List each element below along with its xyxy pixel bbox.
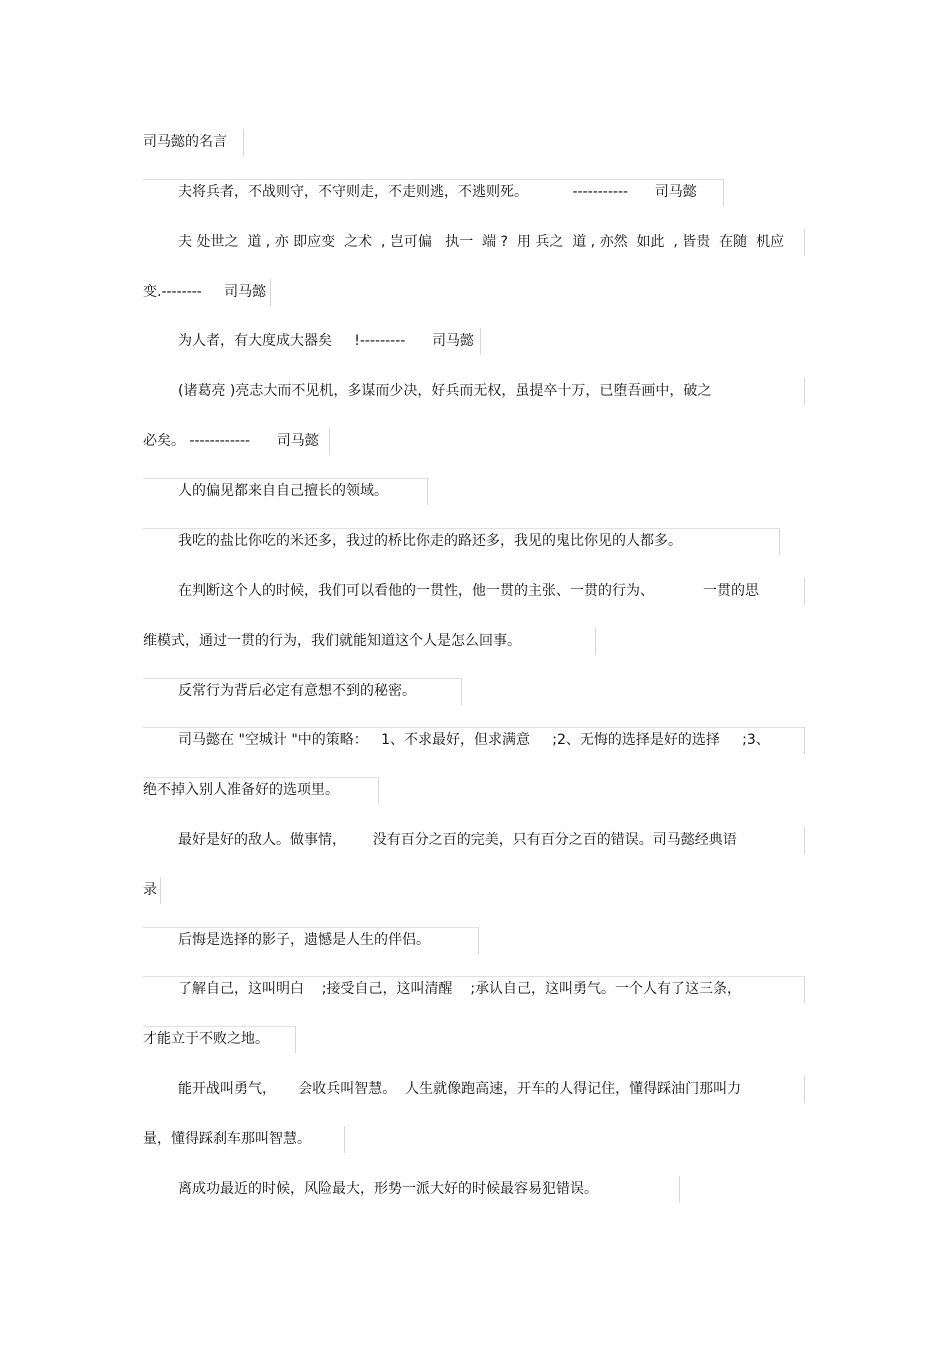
quote-line: 在判断这个人的时候，我们可以看他的一贯性，他一贯的主张、一贯的行为、 一贯的思 (178, 583, 759, 599)
table-rule (143, 179, 723, 180)
quote-line: 夫将兵者，不战则守，不守则走，不走则逃，不逃则死。 ----------- 司马懿 (178, 184, 697, 200)
quote-line: 绝不掉入别人准备好的选项里。 (143, 782, 339, 798)
table-rule (143, 678, 461, 679)
quote-line: 为人者，有大度成大器矣 !--------- 司马懿 (178, 333, 475, 349)
quote-line: 必矣。 ------------ 司马懿 (143, 433, 319, 449)
quote-line: 司马懿在 "空城计 "中的策略： 1、不求最好，但求满意 ;2、无悔的选择是好的选择 ;3、 (178, 732, 770, 748)
quote-line: 维模式，通过一贯的行为，我们就能知道这个人是怎么回事。 (143, 633, 521, 649)
table-rule (344, 1126, 345, 1153)
quote-line: 反常行为背后必定有意想不到的秘密。 (178, 683, 416, 699)
table-rule (595, 628, 596, 655)
table-rule (295, 1026, 296, 1053)
quote-line: 才能立于不败之地。 (143, 1031, 269, 1047)
table-rule (270, 279, 271, 306)
quote-line: 能开战叫勇气， 会收兵叫智慧。 人生就像跑高速，开车的人得记住，懂得踩油门那叫力 (178, 1081, 742, 1097)
table-rule (480, 328, 481, 355)
table-rule (143, 777, 378, 778)
quote-line: 最好是好的敌人。做事情， 没有百分之百的完美，只有百分之百的错误。司马懿经典语 (178, 832, 737, 848)
quote-line: 录 (143, 882, 157, 898)
table-rule (143, 478, 427, 479)
table-rule (804, 378, 805, 405)
table-rule (779, 528, 780, 555)
table-rule (804, 976, 805, 1003)
quote-line: 变.-------- 司马懿 (143, 284, 267, 300)
table-rule (160, 877, 161, 904)
table-rule (461, 678, 462, 705)
table-rule (804, 1076, 805, 1103)
table-rule (143, 927, 478, 928)
table-rule (329, 428, 330, 455)
table-rule (478, 927, 479, 954)
table-rule (143, 976, 805, 977)
table-rule (804, 229, 805, 256)
quote-line: 我吃的盐比你吃的米还多，我过的桥比你走的路还多，我见的鬼比你见的人都多。 (178, 533, 682, 549)
quote-line: 量，懂得踩刹车那叫智慧。 (143, 1131, 311, 1147)
quote-line: (诸葛亮 )亮志大而不见机，多谋而少决，好兵而无权，虽提卒十万，已堕吾画中，破之 (178, 383, 712, 399)
quote-line: 了解自己，这叫明白 ;接受自己，这叫清醒 ;承认自己，这叫勇气。一个人有了这三条， (178, 981, 742, 997)
table-rule (378, 777, 379, 804)
table-rule (804, 578, 805, 605)
table-rule (143, 1026, 295, 1027)
document-title: 司马懿的名言 (143, 134, 227, 150)
table-rule (143, 528, 779, 529)
table-rule (243, 129, 244, 156)
table-rule (804, 727, 805, 754)
table-rule (723, 179, 724, 206)
table-rule (427, 478, 428, 505)
quote-line: 离成功最近的时候，风险最大，形势一派大好的时候最容易犯错误。 (178, 1181, 598, 1197)
quote-line: 后悔是选择的影子，遗憾是人生的伴侣。 (178, 932, 430, 948)
quote-line: 人的偏见都来自自己擅长的领域。 (178, 483, 388, 499)
quote-line: 夫 处世之 道 , 亦 即应变 之术 , 岂可偏 执一 端 ? 用 兵之 道 , 亦然 如此 , 皆贵 在随 机应 (178, 234, 785, 250)
table-rule (804, 827, 805, 854)
table-rule (143, 727, 805, 728)
table-rule (679, 1176, 680, 1203)
